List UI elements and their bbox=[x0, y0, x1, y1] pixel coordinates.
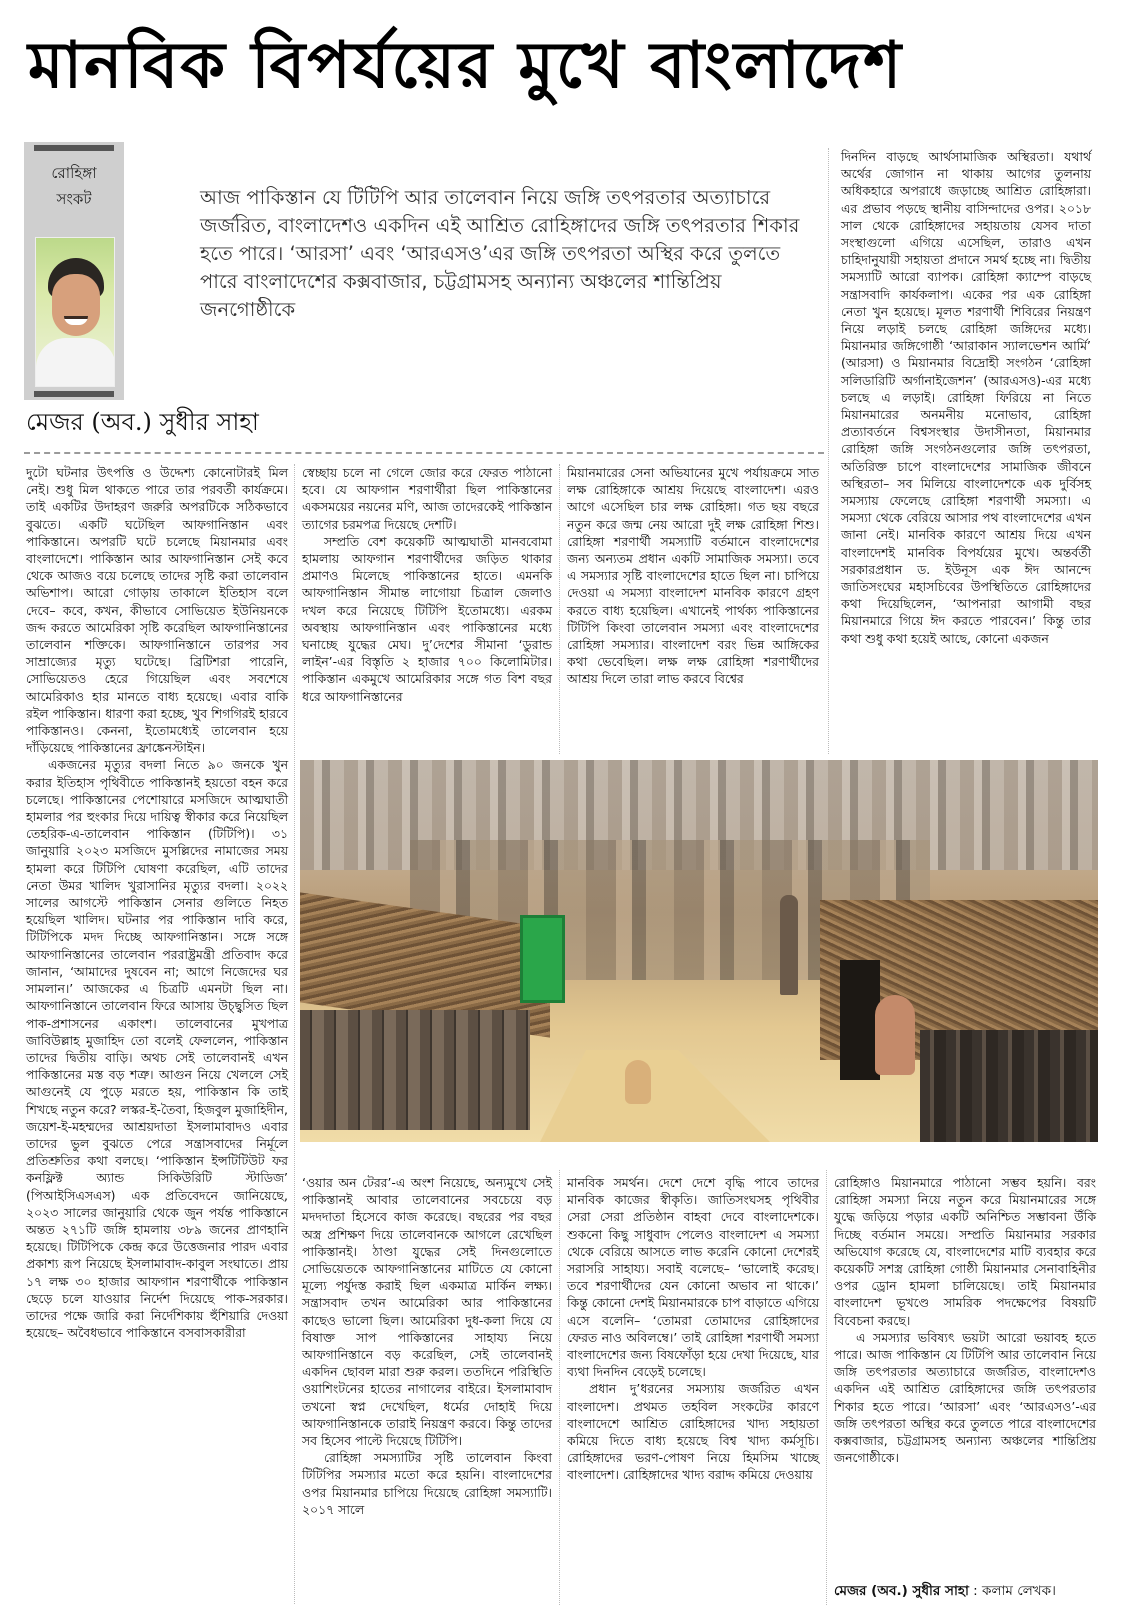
paragraph: দুটো ঘটনার উৎপত্তি ও উদ্দেশ্য কোনোটারই মিল নেই। শুধু মিল থাকতে পারে তার পরবর্তী কার্যক্রমে। তাই একটির উদাহরণ জরুরি অপরটিকে সঠিকভাবে বুঝতে। একটি ঘটেছিল আফগানিস্তান এবং পাকিস্তানে। অপরটি ঘটে চলেছে মিয়ানমার এবং বাংলাদেশে। পাকিস্তান আর আফগানিস্তান সেই কবে থেকে আজও বয়ে চলেছে তাদের সৃষ্টি করা তালেবান অভিশাপ। আরো গোড়ায় তাকালে ইতিহাস বলে দেবে– কবে, কখন, কীভাবে সোভিয়েত ইউনিয়নকে জব্দ করতে আমেরিকা সৃষ্টি করেছিল আফগানিস্তানের তালেবান শক্তিকে। আফগানিস্তানে তারপর সব সাম্রাজ্যের মৃত্যু ঘটেছে। ব্রিটিশরা পারেনি, সোভিয়েতও হেরে গিয়েছিল এবং সবশেষে আমেরিকাও হার মানতে বাধ্য হয়েছে। এবার বাকি রইল পাকিস্তান। ধারণা করা হচ্ছে, খুব শিগগিরই হারবে পাকিস্তানও। কেননা, ইতোমধ্যেই তালেবান হয়ে দাঁড়িয়েছে পাকিস্তানের ফ্রাঙ্কেনস্টাইন। bbox=[26, 465, 288, 756]
kicker-bottom-bar bbox=[34, 391, 114, 397]
kicker-line-1: রোহিঙ্গা bbox=[51, 164, 97, 182]
photo-standing-man bbox=[780, 895, 798, 995]
dashed-divider bbox=[24, 452, 824, 454]
paragraph: এ সমস্যার ভবিষ্যৎ ভয়টা আরো ভয়াবহ হতে পারে। আজ পাকিস্তান যে টিটিপি আর তালেবান নিয়ে জঙ্গি তৎপরতার অত্যাচারে জর্জরিত, বাংলাদেশও একদিন এই আশ্রিত রোহিঙ্গাদের জঙ্গি তৎপরতার শিকার হতে পারে। ‘আরসা’ এবং ‘আরএসও’-এর জঙ্গি তৎপরতা অস্থির করে তুলতে পারে বাংলাদেশের কক্সবাজার, চট্টগ্রামসহ অন্যান্য অঞ্চলের শান্তিপ্রিয় জনগোষ্ঠীকে। bbox=[834, 1329, 1096, 1466]
article-column-2-bottom bbox=[302, 1174, 552, 1518]
column-divider bbox=[294, 464, 295, 1604]
paragraph: স্বেচ্ছায় চলে না গেলে জোর করে ফেরত পাঠানো হবে। যে আফগান শরণার্থীরা ছিল পাকিস্তানের একসময়ের নয়নের মণি, আজ তাদেরকেই পাকিস্তান ত্যাগের চরমপত্র দিয়েছে দেশটি। bbox=[302, 465, 552, 532]
paragraph: সম্প্রতি বেশ কয়েকটি আত্মঘাতী মানববোমা হামলায় আফগান শরণার্থীদের জড়িত থাকার প্রমাণও মিলেছে পাকিস্তানের হাতে। এমনকি আফগানিস্তান সীমান্ত লাগোয়া চিত্রাল জেলাও দখল করে নিয়েছে টিটিপি ইতোমধ্যে। এরকম অবস্থায় আফগানিস্তান এবং পাকিস্তানের মধ্যে ঘনাচ্ছে যুদ্ধের মেঘ। দু’দেশের সীমানা ‘ডুরান্ড লাইন’-এর বিস্তৃতি ২ হাজার ৭০০ কিলোমিটার। পাকিস্তান একমুখে আমেরিকার সঙ্গে গত বিশ বছর ধরে আফগানিস্তানের bbox=[302, 533, 552, 704]
photo-doorway bbox=[840, 960, 880, 1080]
paragraph: একজনের মৃত্যুর বদলা নিতে ৯০ জনকে খুন করার ইতিহাস পৃথিবীতে পাকিস্তানই হয়তো বহন করে চলেছে। পাকিস্তানের পেশোয়ারে মসজিদে আত্মঘাতী হামলার পর হুংকার দিয়ে দায়িত্ব স্বীকার করে নিয়েছিল তেহরিক-এ-তালেবান পাকিস্তান (টিটিপি)। ৩১ জানুয়ারি ২০২৩ মসজিদে মুসল্লিদের নামাজের সময় হামলা করে টিটিপি ঘোষণা করেছিল, এটি তাদের নেতা উমর খালিদ খুরাসানির মৃত্যুর বদলা। ২০২২ সালের আগস্টে পাকিস্তান সেনার গুলিতে নিহত হয়েছিল খালিদ। ঘটনার পর পাকিস্তান দাবি করে, টিটিপিকে মদদ দিচ্ছে আফগানিস্তান। সঙ্গে সঙ্গে আফগানিস্তানের তালেবান পররাষ্ট্রমন্ত্রী প্রতিবাদ করে জানান, ‘আমাদের দুষবেন না; আগে নিজেদের ঘর সামলান।’ আজকের এ চিত্রটি এমনটা ছিল না। আফগানিস্তানে তালেবান ফিরে আসায় উচ্ছ্বসিত ছিল পাক-প্রশাসনের একাংশ। তালেবানের মুখপাত্র জাবিউল্লাহ মুজাহিদ তো বলেই ফেললেন, পাকিস্তান তাদের দ্বিতীয় বাড়ি। অথচ সেই তালেবানই এখন পাকিস্তানের মস্ত বড় শত্রু। আগুন নিয়ে খেললে সেই আগুনেই যে পুড়ে মরতে হয়, পাকিস্তান কি তাই শিখছে নতুন করে? লস্কর-ই-তৈবা, হিজবুল মুজাহিদীন, জয়েশ-ই-মহম্মদের আশ্রয়দাতা ইসলামাবাদও এবার তাদের ভুল বুঝতে পেরে সন্ত্রাসবাদের নির্মূলে প্রতিশ্রুতির কথা বলছে। ‘পাকিস্তান ইন্সটিটিউট ফর কনফ্লিক্ট অ্যান্ড সিকিউরিটি স্টাডিজ’ (পিআইসিএসএস) এক প্রতিবেদনে জানিয়েছে, ২০২৩ সালের জানুয়ারি থেকে জুন পর্যন্ত পাকিস্তানে অন্তত ২৭১টি জঙ্গি হামলায় ৩৮৯ জনের প্রাণহানি হয়েছে। টিটিপিকে কেন্দ্র করে উত্তেজনার পারদ এবার প্রকাশ্য রূপ নিয়েছে ইসলামাবাদ-কাবুল সংঘাতে। প্রায় ১৭ লক্ষ ৩০ হাজার আফগান শরণার্থীকে পাকিস্তান ছেড়ে চলে যাওয়ার নির্দেশ দিয়েছে পাক-সরকার। তাদের পক্ষে জারি করা নির্দেশিকায় হুঁশিয়ারি দেওয়া হয়েছে– অবৈধভাবে পাকিস্তানে বসবাসকারীরা bbox=[26, 757, 288, 1341]
article-column-1 bbox=[26, 464, 288, 1341]
column-divider bbox=[559, 464, 560, 754]
photo-hut-wall-left bbox=[300, 1010, 530, 1130]
headline: মানবিক বিপর্যয়ের মুখে বাংলাদেশ bbox=[28, 28, 904, 103]
paragraph: ‘ওয়ার অন টেরর’-এ অংশ নিয়েছে, অন্যমুখে সেই পাকিস্তানই আবার তালেবানের সবচেয়ে বড় মদদদাতা হিসেবে কাজ করেছে। বছরের পর বছর অস্ত্র প্রশিক্ষণ দিয়ে তালেবানকে আগলে রেখেছিল পাকিস্তানই। ঠাণ্ডা যুদ্ধের সেই দিনগুলোতে সোভিয়েতকে আফগানিস্তানের মাটিতে যে কোনো মূল্যে পর্যুদস্ত করাই ছিল একমাত্র মার্কিন লক্ষ্য। সন্ত্রাসবাদ তখন আমেরিকা আর পাকিস্তানের কাছেও ভালো ছিল। আমেরিকা দুধ-কলা দিয়ে যে বিষাক্ত সাপ পাকিস্তানের সাহায্য নিয়ে আফগানিস্তানে বড় করেছিল, সেই তালেবানই একদিন ছোবল মারা শুরু করল। ততদিনে পরিস্থিতি ওয়াশিংটনের হাতের নাগালের বাইরে। ইসলামাবাদ তখনো স্বপ্ন দেখেছিল, ধর্মের দোহাই দিয়ে আফগানিস্তানকে তারাই নিয়ন্ত্রণ করবে। কিন্তু তাদের সব হিসেব পাল্টে দিয়েছে টিটিপি। bbox=[302, 1175, 552, 1449]
photo-seated-woman bbox=[875, 995, 915, 1075]
paragraph: রোহিঙ্গাও মিয়ানমারে পাঠানো সম্ভব হয়নি। বরং রোহিঙ্গা সমস্যা নিয়ে নতুন করে মিয়ানমারের সঙ্গে যুদ্ধে জড়িয়ে পড়ার একটি অনিশ্চিত সম্ভাবনা উঁকি দিচ্ছে বর্তমান সময়ে। সম্প্রতি মিয়ানমার সরকার অভিযোগ করেছে যে, বাংলাদেশের মাটি ব্যবহার করে কয়েকটি সশস্ত্র রোহিঙ্গা গোষ্ঠী মিয়ানমার সেনাবাহিনীর ওপর ড্রোন হামলা চালিয়েছে। তাই মিয়ানমার বাংলাদেশ ভূখণ্ডে সামরিক পদক্ষেপের বিষয়টি বিবেচনা করছে। bbox=[834, 1175, 1096, 1328]
author-photo-shirt bbox=[36, 338, 115, 387]
article-column-3-bottom bbox=[567, 1174, 819, 1484]
article-column-4 bbox=[841, 148, 1091, 647]
paragraph: রোহিঙ্গা সমস্যাটির সৃষ্টি তালেবান কিংবা টিটিপির সমস্যার মতো করে হয়নি। বাংলাদেশের ওপর মিয়ানমার চাপিয়ে দিয়েছে রোহিঙ্গা সমস্যাটি। ২০১৭ সালে bbox=[302, 1450, 552, 1517]
refugee-camp-photo bbox=[300, 760, 1098, 1142]
photo-hut-wall-right bbox=[920, 1030, 1098, 1142]
kicker-label bbox=[24, 160, 124, 212]
kicker-line-2: সংকট bbox=[56, 190, 92, 208]
article-column-4-bottom bbox=[834, 1174, 1096, 1466]
article-column-3-top bbox=[567, 464, 819, 688]
author-photo-face bbox=[52, 274, 100, 336]
article-column-2-top bbox=[302, 464, 552, 705]
column-divider bbox=[828, 148, 829, 754]
column-divider bbox=[826, 1170, 827, 1605]
author-photo bbox=[35, 237, 115, 387]
paragraph: মিয়ানমারের সেনা অভিযানের মুখে পর্যায়ক্রমে সাত লক্ষ রোহিঙ্গাকে আশ্রয় দিয়েছে বাংলাদেশ। এরও আগে এসেছিল চার লক্ষ রোহিঙ্গা। গত ছয় বছরে নতুন করে জন্ম নেয় আরো দুই লক্ষ রোহিঙ্গা শিশু। রোহিঙ্গা শরণার্থী সমস্যাটি বর্তমানে বাংলাদেশের জন্য অন্যতম প্রধান একটি সামাজিক সমস্যা। তবে এ সমস্যার সৃষ্টি বাংলাদেশের হাতে ছিল না। চাপিয়ে দেওয়া এ সমস্যা বাংলাদেশ মানবিক কারণে গ্রহণ করতে বাধ্য হয়েছিল। এখানেই পার্থক্য পাকিস্তানের টিটিপি কিংবা তালেবান সমস্যা এবং বাংলাদেশের রোহিঙ্গা সমস্যার। বাংলাদেশ বরং ভিন্ন আঙ্গিকের কথা ভেবেছিল। লক্ষ লক্ষ রোহিঙ্গা শরণার্থীদের আশ্রয় দিলে তারা লাভ করবে বিশ্বের bbox=[567, 465, 819, 687]
paragraph: দিনদিন বাড়ছে আর্থসামাজিক অস্থিরতা। যথার্থ অর্থের জোগান না থাকায় আগের তুলনায় অধিকহারে অপরাধে জড়াচ্ছে আশ্রিত রোহিঙ্গারা। এর প্রভাব পড়ছে স্থানীয় বাসিন্দাদের ওপর। ২০১৮ সাল থেকে রোহিঙ্গাদের সহায়তায় যেসব দাতা সংস্থাগুলো এগিয়ে এসেছিল, তারাও এখন চাহিদানুযায়ী সহায়তা প্রদানে সমর্থ হচ্ছে না। দ্বিতীয় সমস্যাটি আরো ব্যাপক। রোহিঙ্গা ক্যাম্পে বাড়ছে সন্ত্রাসবাদি কার্যকলাপ। একের পর এক রোহিঙ্গা নেতা খুন হয়েছে। মূলত শরণার্থী শিবিরের নিয়ন্ত্রণ নিয়ে লড়াই চলছে রোহিঙ্গা জঙ্গিদের মধ্যে। মিয়ানমার জঙ্গিগোষ্ঠী ‘আরাকান স্যালভেশন আর্মি’ (আরসা) ও মিয়ানমার বিদ্রোহী সংগঠন ‘রোহিঙ্গা সলিডারিটি অর্গানাইজেশন’ (আরএসও)-এর মধ্যে চলছে এ লড়াই। রোহিঙ্গা ফিরিয়ে না নিতে মিয়ানমারের অনমনীয় মনোভাব, রোহিঙ্গা প্রত্যাবর্তনে বিশ্বসংস্থার উদাসীনতা, মিয়ানমার রোহিঙ্গা জঙ্গি সংগঠনগুলোর জঙ্গি তৎপরতা, অতিরিক্ত চাপে বাংলাদেশের সামাজিক জীবনে অস্থিরতা– সব মিলিয়ে বাংলাদেশকে এক দুর্বিসহ সমস্যায় ফেলেছে রোহিঙ্গা শরণার্থী সমস্যা। এ সমস্যা থেকে বেরিয়ে আসার পথ বাংলাদেশের এখন জানা নেই। মানবিক কারণে আশ্রয় দিয়ে এখন বাংলাদেশই মানবিক বিপর্যয়ের মুখে। অন্তর্বর্তী সরকারপ্রধান ড. ইউনূস এক ঈদ আনন্দে জাতিসংঘের মহাসচিবের উপস্থিতিতে রোহিঙ্গাদের কথা দিয়েছিলেন, ‘আপনারা আগামী বছর মিয়ানমারে গিয়ে ঈদ করতে পারবেন।’ কিন্তু তার কথা শুধু কথা হয়েই আছে, কোনো একজন bbox=[841, 149, 1091, 646]
paragraph: প্রধান দু’ধরনের সমস্যায় জর্জরিত এখন বাংলাদেশ। প্রথমত তহবিল সংকটের কারণে বাংলাদেশে আশ্রিত রোহিঙ্গাদের খাদ্য সহায়তা কমিয়ে দিতে বাধ্য হয়েছে বিশ্ব খাদ্য কর্মসূচি। রোহিঙ্গাদের ভরণ-পোষণ নিয়ে হিমসিম খাচ্ছে বাংলাদেশ। রোহিঙ্গাদের খাদ্য বরাদ্দ কমিয়ে দেওয়ায় bbox=[567, 1381, 819, 1483]
byline-top: মেজর (অব.) সুধীর সাহা bbox=[26, 408, 259, 436]
photo-dirt-path bbox=[540, 1050, 770, 1142]
paragraph: মানবিক সমর্থন। দেশে দেশে বৃদ্ধি পাবে তাদের মানবিক কাজের স্বীকৃতি। জাতিসংঘসহ পৃথিবীর সেরা সেরা প্রতিষ্ঠান বাহবা দেবে বাংলাদেশকে। শুকনো কিছু সাধুবাদ পেলেও বাংলাদেশ এ সমস্যা থেকে বেরিয়ে আসতে লাভ করেনি কোনো দেশেরই সরাসরি সাহায্য। সবাই বলেছে– ‘ভালোই করেছ। তবে শরণার্থীদের যেন কোনো অভাব না থাকে।’ কিন্তু কোনো দেশই মিয়ানমারকে চাপ বাড়াতে এগিয়ে এসে বলেনি– ‘তোমরা তোমাদের রোহিঙ্গাদের ফেরত নাও অবিলম্বে।’ তাই রোহিঙ্গা শরণার্থী সমস্যা বাংলাদেশের জন্য বিষফোঁড়া হয়ে দেখা দিয়েছে, যার ব্যথা দিনদিন বেড়েই চলেছে। bbox=[567, 1175, 819, 1380]
photo-sitting-child bbox=[625, 1060, 651, 1104]
author-name: মেজর (অব.) সুধীর সাহা bbox=[834, 1583, 969, 1599]
column-divider bbox=[559, 1170, 560, 1605]
deck-summary: আজ পাকিস্তান যে টিটিপি আর তালেবান নিয়ে জঙ্গি তৎপরতার অত্যাচারে জর্জরিত, বাংলাদেশও একদিন এই আশ্রিত রোহিঙ্গাদের জঙ্গি তৎপরতার শিকার হতে পারে। ‘আরসা’ এবং ‘আরএসও’এর জঙ্গি তৎপরতা অস্থির করে তুলতে পারে বাংলাদেশের কক্সবাজার, চট্টগ্রামসহ অন্যান্য অঞ্চলের শান্তিপ্রিয় জনগোষ্ঠীকে bbox=[200, 186, 800, 321]
kicker-box bbox=[24, 142, 124, 400]
photo-green-latrine bbox=[520, 915, 565, 1003]
byline-separator: : bbox=[968, 1583, 983, 1599]
author-role: কলাম লেখক। bbox=[982, 1583, 1056, 1599]
byline-bottom bbox=[834, 1580, 1056, 1603]
kicker-top-bar bbox=[34, 145, 114, 151]
